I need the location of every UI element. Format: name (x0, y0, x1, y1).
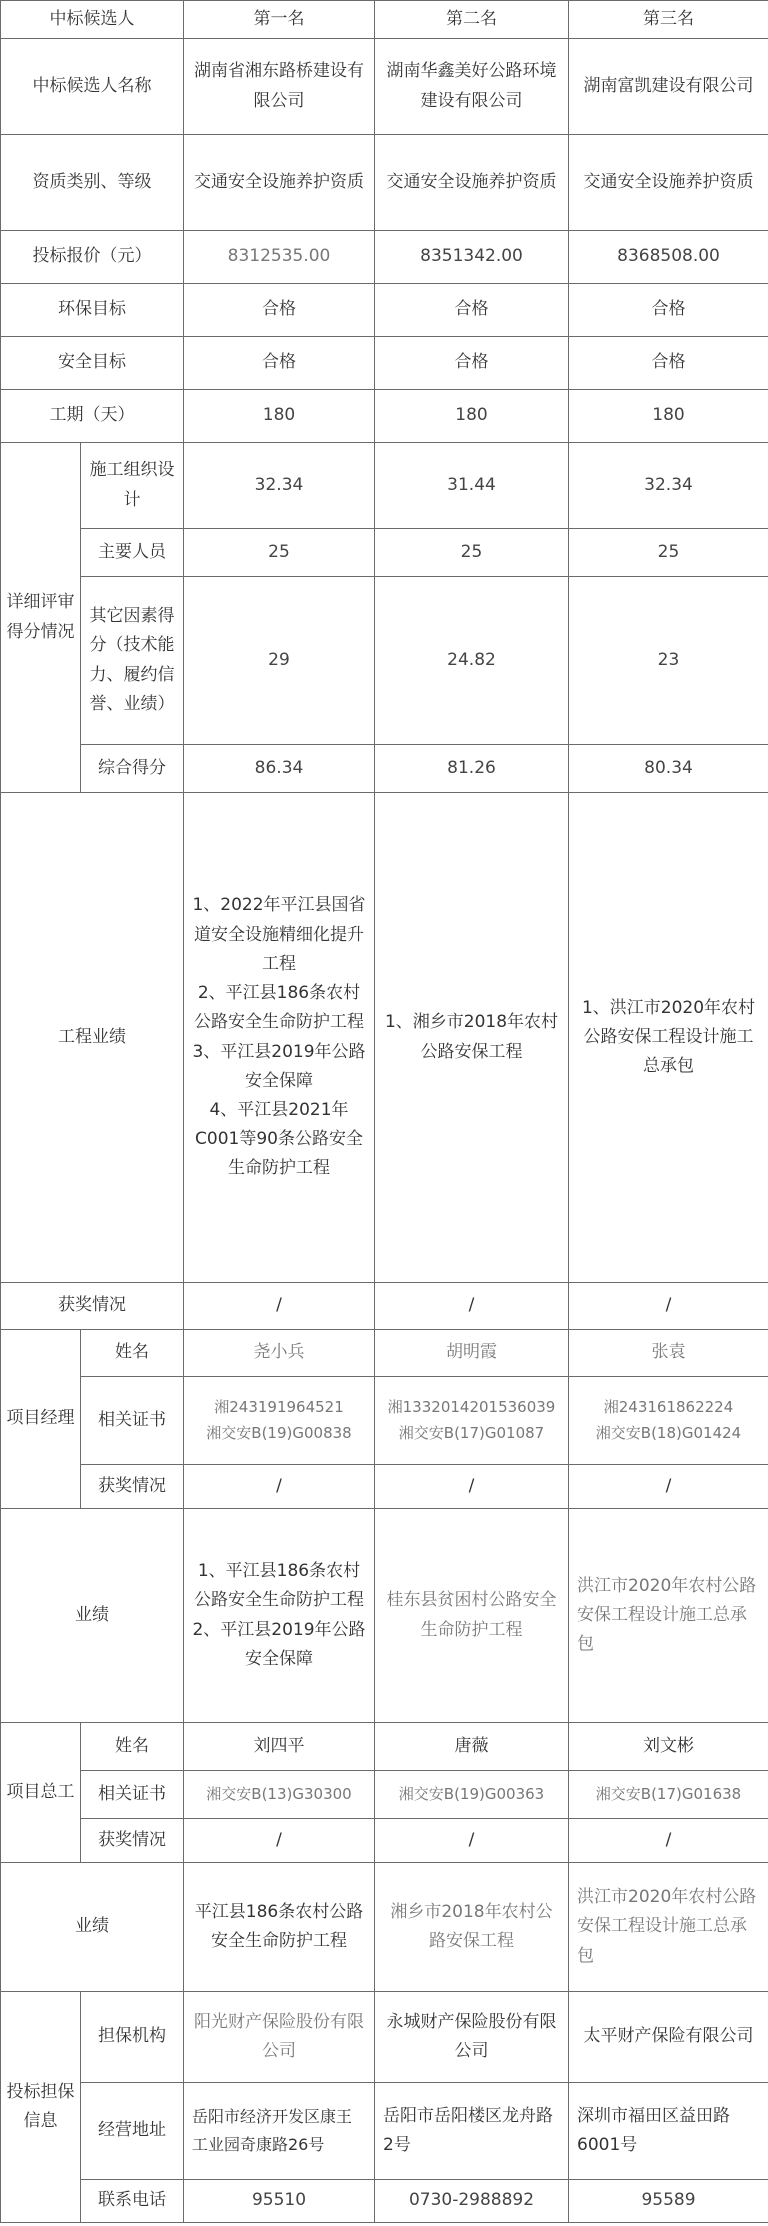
ce-cert-label: 相关证书 (81, 1771, 184, 1819)
pm-cert-3-line-1: 湘243161862224 (603, 1397, 734, 1416)
performance-2: 1、湘乡市2018年农村公路安保工程 (375, 793, 569, 1283)
score-personnel-1: 25 (184, 529, 375, 577)
qualification-row (1, 135, 768, 231)
env-target-1: 合格 (184, 284, 375, 337)
ce-name-2: 唐薇 (375, 1723, 569, 1771)
guarantee-agency-label: 担保机构 (81, 1992, 184, 2083)
env-target-3: 合格 (569, 284, 768, 337)
qualification-3: 交通安全设施养护资质 (569, 135, 768, 231)
candidate-name-label: 中标候选人名称 (1, 39, 184, 135)
pm-cert-label: 相关证书 (81, 1377, 184, 1465)
ce-awards-row (1, 1819, 768, 1863)
safety-target-label: 安全目标 (1, 337, 184, 390)
candidate-name-2: 湖南华鑫美好公路环境建设有限公司 (375, 39, 569, 135)
pm-perf-1 (184, 1509, 375, 1723)
score-personnel-label: 主要人员 (81, 529, 184, 577)
pm-perf-label: 业绩 (1, 1509, 184, 1723)
guarantee-group-label: 投标担保信息 (1, 1992, 81, 2223)
ce-perf-1: 平江县186条农村公路安全生命防护工程 (184, 1863, 375, 1992)
bid-price-label: 投标报价（元） (1, 231, 184, 284)
pm-awards-3: / (569, 1465, 768, 1509)
ce-perf-row (1, 1863, 768, 1992)
score-construction-3: 32.34 (569, 443, 768, 529)
candidate-name-row (1, 39, 768, 135)
pm-cert-1-line-1: 湘243191964521 (214, 1397, 344, 1416)
performance-row (1, 793, 768, 1283)
duration-1: 180 (184, 390, 375, 443)
pm-cert-1-line-2: 湘交安B(19)G00838 (206, 1423, 352, 1442)
pm-name-1: 尧小兵 (184, 1330, 375, 1377)
score-other-2: 24.82 (375, 577, 569, 745)
guarantee-phone-3: 95589 (569, 2180, 768, 2223)
ce-awards-3: / (569, 1819, 768, 1863)
pm-cert-3 (569, 1377, 768, 1465)
bid-price-2: 8351342.00 (375, 231, 569, 284)
guarantee-phone-2: 0730-2988892 (375, 2180, 569, 2223)
ce-cert-2: 湘交安B(19)G00363 (375, 1771, 569, 1819)
performance-label: 工程业绩 (1, 793, 184, 1283)
guarantee-address-3: 深圳市福田区益田路6001号 (569, 2083, 768, 2180)
performance-1-item-2: 2、平江县186条农村公路安全生命防护工程 (194, 983, 364, 1033)
performance-3: 1、洪江市2020年农村公路安保工程设计施工总承包 (569, 793, 768, 1283)
ce-name-3: 刘文彬 (569, 1723, 768, 1771)
duration-label: 工期（天） (1, 390, 184, 443)
score-other-row (1, 577, 768, 745)
score-construction-1: 32.34 (184, 443, 375, 529)
score-construction-row (1, 443, 768, 529)
guarantee-address-row (1, 2083, 768, 2180)
ce-cert-1: 湘交安B(13)G30300 (184, 1771, 375, 1819)
score-other-3: 23 (569, 577, 768, 745)
guarantee-address-2: 岳阳市岳阳楼区龙舟路2号 (375, 2083, 569, 2180)
guarantee-agency-1: 阳光财产保险股份有限公司 (184, 1992, 375, 2083)
bid-price-3: 8368508.00 (569, 231, 768, 284)
score-personnel-3: 25 (569, 529, 768, 577)
pm-awards-row (1, 1465, 768, 1509)
pm-cert-3-line-2: 湘交安B(18)G01424 (595, 1423, 742, 1442)
bid-price-row (1, 231, 768, 284)
score-total-row (1, 745, 768, 793)
ce-awards-1: / (184, 1819, 375, 1863)
ce-perf-label: 业绩 (1, 1863, 184, 1992)
candidate-name-1: 湖南省湘东路桥建设有限公司 (184, 39, 375, 135)
header-rank-2: 第二名 (375, 1, 569, 39)
score-total-label: 综合得分 (81, 745, 184, 793)
env-target-2: 合格 (375, 284, 569, 337)
pm-perf-3: 洪江市2020年农村公路安保工程设计施工总承包 (569, 1509, 768, 1723)
header-rank-3: 第三名 (569, 1, 768, 39)
pm-awards-1: / (184, 1465, 375, 1509)
qualification-label: 资质类别、等级 (1, 135, 184, 231)
score-construction-2: 31.44 (375, 443, 569, 529)
performance-1-item-3: 3、平江县2019年公路安全保障 (192, 1041, 366, 1091)
guarantee-agency-3: 太平财产保险有限公司 (569, 1992, 768, 2083)
safety-target-2: 合格 (375, 337, 569, 390)
score-group-label: 详细评审得分情况 (1, 443, 81, 793)
pm-cert-2 (375, 1377, 569, 1465)
safety-target-row (1, 337, 768, 390)
ce-perf-2: 湘乡市2018年农村公路安保工程 (375, 1863, 569, 1992)
awards-label: 获奖情况 (1, 1283, 184, 1330)
score-total-1: 86.34 (184, 745, 375, 793)
performance-1-item-4: 4、平江县2021年C001等90条公路安全生命防护工程 (195, 1099, 363, 1179)
pm-cert-row (1, 1377, 768, 1465)
ce-cert-3: 湘交安B(17)G01638 (569, 1771, 768, 1819)
pm-name-label: 姓名 (81, 1330, 184, 1377)
pm-perf-1-item-1: 1、平江县186条农村公路安全生命防护工程 (194, 1561, 364, 1611)
awards-row (1, 1283, 768, 1330)
ce-name-row (1, 1723, 768, 1771)
header-rank-1: 第一名 (184, 1, 375, 39)
header-label: 中标候选人 (1, 1, 184, 39)
score-personnel-row (1, 529, 768, 577)
duration-3: 180 (569, 390, 768, 443)
candidate-name-3: 湖南富凯建设有限公司 (569, 39, 768, 135)
ce-cert-row (1, 1771, 768, 1819)
safety-target-1: 合格 (184, 337, 375, 390)
pm-perf-row (1, 1509, 768, 1723)
pm-name-2: 胡明霞 (375, 1330, 569, 1377)
bid-price-1: 8312535.00 (184, 231, 375, 284)
awards-2: / (375, 1283, 569, 1330)
qualification-1: 交通安全设施养护资质 (184, 135, 375, 231)
env-target-label: 环保目标 (1, 284, 184, 337)
guarantee-phone-label: 联系电话 (81, 2180, 184, 2223)
header-row (1, 1, 768, 39)
guarantee-agency-row (1, 1992, 768, 2083)
pm-perf-1-item-2: 2、平江县2019年公路安全保障 (192, 1619, 366, 1669)
awards-1: / (184, 1283, 375, 1330)
safety-target-3: 合格 (569, 337, 768, 390)
duration-2: 180 (375, 390, 569, 443)
guarantee-phone-1: 95510 (184, 2180, 375, 2223)
ce-awards-label: 获奖情况 (81, 1819, 184, 1863)
score-total-3: 80.34 (569, 745, 768, 793)
pm-cert-2-line-1: 湘1332014201536039 (387, 1397, 556, 1416)
awards-3: / (569, 1283, 768, 1330)
pm-cert-1 (184, 1377, 375, 1465)
qualification-2: 交通安全设施养护资质 (375, 135, 569, 231)
duration-row (1, 390, 768, 443)
pm-awards-label: 获奖情况 (81, 1465, 184, 1509)
score-personnel-2: 25 (375, 529, 569, 577)
score-construction-label: 施工组织设计 (81, 443, 184, 529)
guarantee-address-label: 经营地址 (81, 2083, 184, 2180)
score-other-1: 29 (184, 577, 375, 745)
pm-perf-2: 桂东县贫困村公路安全生命防护工程 (375, 1509, 569, 1723)
score-total-2: 81.26 (375, 745, 569, 793)
performance-1-item-1: 1、2022年平江县国省道安全设施精细化提升工程 (192, 895, 366, 974)
guarantee-address-1: 岳阳市经济开发区康王工业园奇康路26号 (184, 2083, 375, 2180)
score-other-label: 其它因素得分（技术能力、履约信誉、业绩） (81, 577, 184, 745)
guarantee-phone-row (1, 2180, 768, 2223)
env-target-row (1, 284, 768, 337)
guarantee-agency-2: 永城财产保险股份有限公司 (375, 1992, 569, 2083)
performance-1 (184, 793, 375, 1283)
pm-name-row (1, 1330, 768, 1377)
ce-group-label: 项目总工 (1, 1723, 81, 1863)
ce-awards-2: / (375, 1819, 569, 1863)
ce-name-1: 刘四平 (184, 1723, 375, 1771)
pm-awards-2: / (375, 1465, 569, 1509)
pm-name-3: 张袁 (569, 1330, 768, 1377)
pm-cert-2-line-2: 湘交安B(17)G01087 (398, 1423, 545, 1442)
ce-perf-3: 洪江市2020年农村公路安保工程设计施工总承包 (569, 1863, 768, 1992)
ce-name-label: 姓名 (81, 1723, 184, 1771)
pm-group-label: 项目经理 (1, 1330, 81, 1509)
